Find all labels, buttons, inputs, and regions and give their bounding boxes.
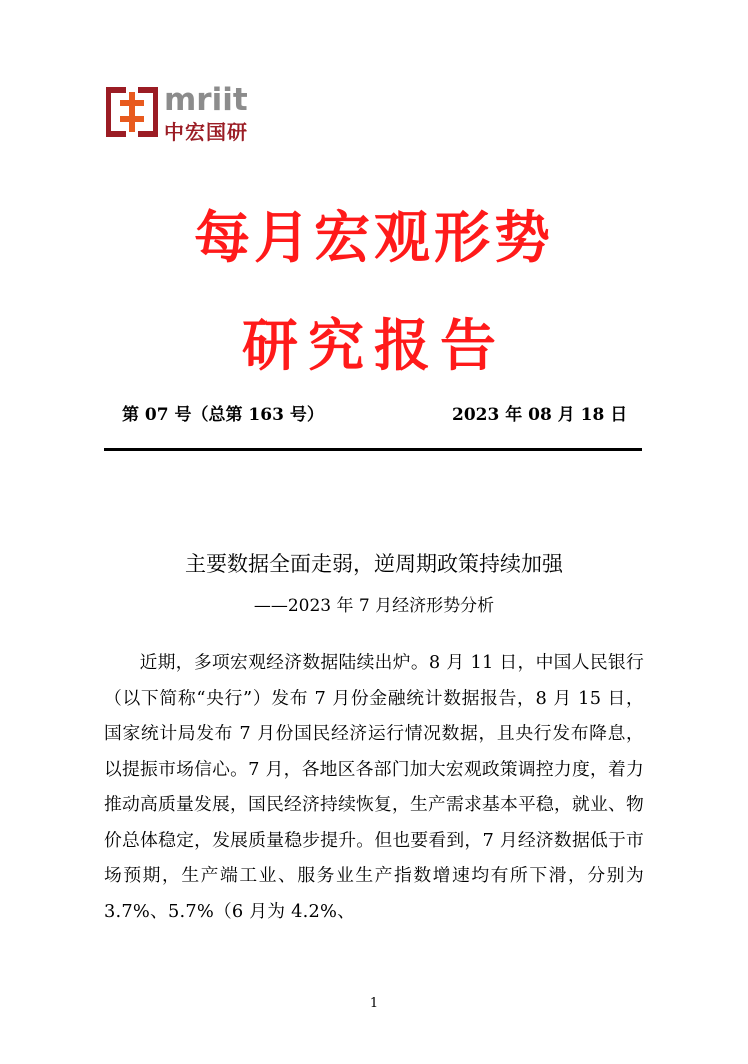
body-paragraph: 近期，多项宏观经济数据陆续出炉。8 月 11 日，中国人民银行（以下简称“央行”）发布 7 月份金融统计数据报告，8 月 15 日，国家统计局发布 7 月份国民经济运行情况数据，且央行发布降息，以提振市场信心。7 月，各地区各部门加大宏观政策调控力度，着力推动高质量发展，国民经济持续恢复，生产需求基本平稳，就业、物价总体稳定，发展质量稳步提升。但也要看到，7 月经济数据低于市场预期，生产端工业、服务业生产指数增速均有所下滑，分别为 3.7%、5.7%（6 月为 4.2%、	[104, 652, 644, 922]
logo-chinese-text: 中宏国研	[164, 120, 248, 144]
document-subtitle: ——2023 年 7 月经济形势分析	[253, 596, 495, 616]
document-title: 主要数据全面走弱，逆周期政策持续加强	[185, 552, 563, 576]
mriit-logo	[106, 82, 256, 144]
report-title-line2: 研究报告	[242, 314, 506, 379]
page-number: 1	[369, 996, 379, 1011]
report-title-line1: 每月宏观形势	[194, 206, 554, 271]
report-date: 2023 年 08 月 18 日	[452, 405, 628, 425]
issue-number: 第 07 号（总第 163 号）	[122, 405, 324, 425]
logo-english-text: mriit	[164, 82, 248, 118]
header-divider	[104, 448, 642, 451]
mriit-logo-mark-icon	[106, 86, 158, 138]
